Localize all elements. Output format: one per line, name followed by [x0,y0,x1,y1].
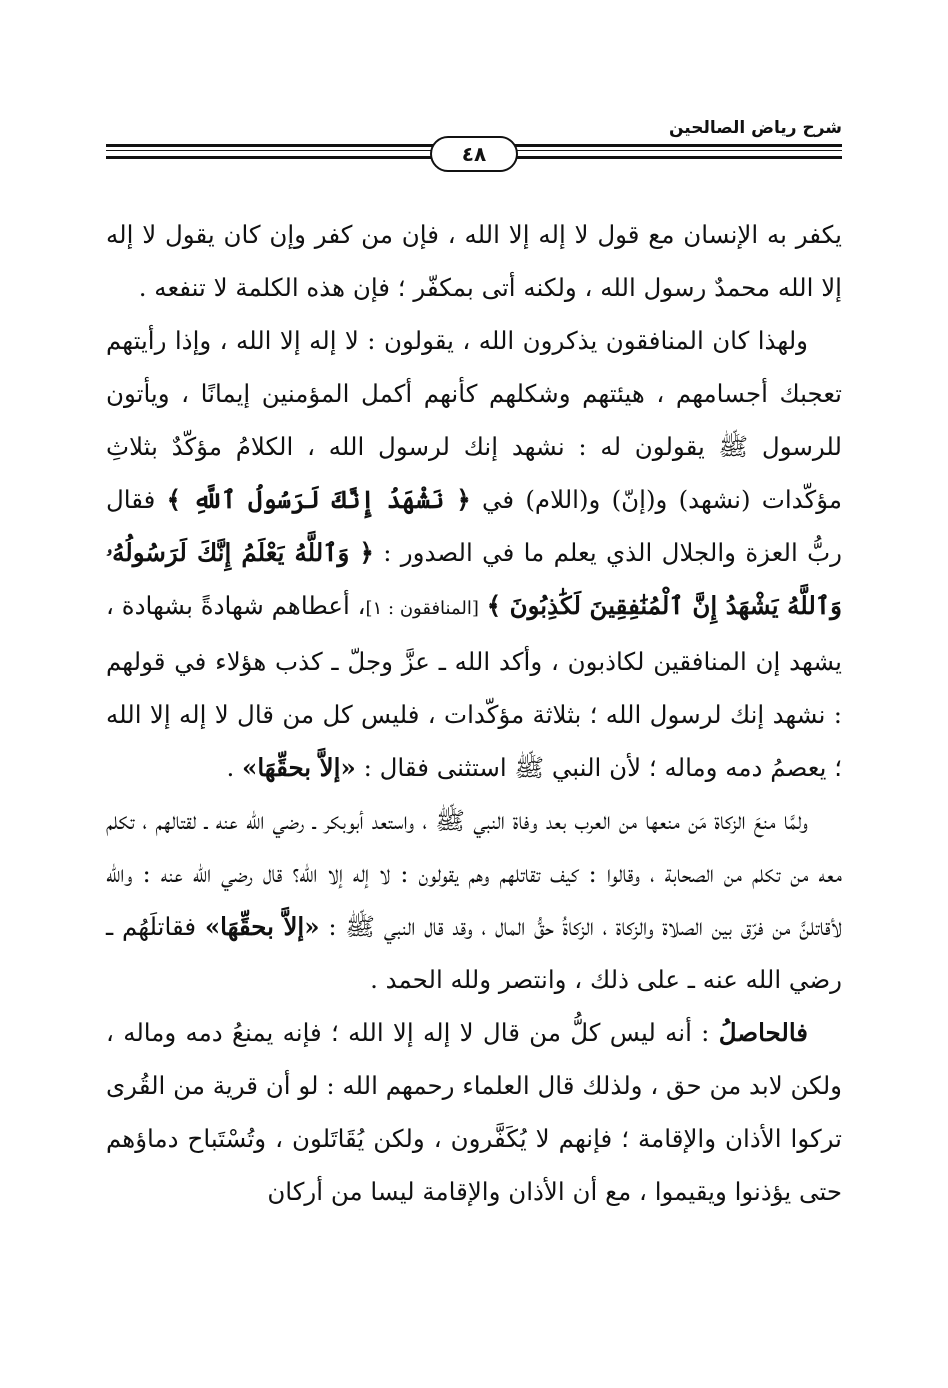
paragraph-text: ، أعطاهم شهادةً بشهادة ، يشهد إن المنافقين لكاذبون ، وأكد الله ـ عزَّ وجلّ ـ كذب هؤلاء في قولهم : نشهد إنك لرسول الله ؛ بثلاثة مؤكّدات ، فليس كل من قال لا إله إلا الله ؛ يعصمُ دمه وماله ؛ لأن النبي ﷺ استثنى فقال : [106,591,842,782]
quran-verse: ﴿ وَٱللَّهُ يَعْلَمُ إِنَّكَ لَرَسُولُهُۥ وَٱللَّهُ يَشْهَدُ إِنَّ ٱلْمُنَٰفِقِينَ لَكَٰذِبُونَ ﴾ [106,538,842,620]
paragraph-text: فقاتلَهُم ـ رضي الله عنه ـ على ذلك ، وانتصر ولله الحمد . [106,912,842,994]
page-number-badge [430,136,518,172]
paragraph-text: ولمَّا منعَ الزكاة مَن منعها من العرب بعد وفاة النبي ﷺ ، واستعد أبوبكر ـ رضي الله عنه ـ لقتالهم ، تكلم معه من تكلم من الصحابة ، وقالوا : كيف تقاتلهم وهم يقولون : لا إله إلا الله؟ قال رضي الله عنه : والله لأقاتلنَّ من فرّق بين الصلاة والزكاة ، الزكاةُ حقُّ المال ، وقد قال النبي ﷺ : [106,806,842,941]
verse-citation: [المنافقون : ١] [365,598,479,619]
paragraph-text: ولهذا كان المنافقون يذكرون الله ، يقولون : لا إله إلا الله ، وإذا رأيتهم تعجبك أجسامهم ، هيئتهم وشكلهم كأنهم أكمل المؤمنين إيمانًا ، ويأتون للرسول ﷺ يقولون له : نشهد إنك لرسول الله ، الكلامُ مؤكّدٌ بثلاثِ مؤكّدات (نشهد) و(إنّ) و(اللام) في [106,326,842,514]
paragraph-text: : أنه ليس كلُّ من قال لا إله إلا الله ؛ فإنه يمنعُ دمه وماله ، ولكن لابد من حق ، ولذلك قال العلماء رحمهم الله : لو أن قرية من القُرى تركوا الأذان والإقامة ؛ فإنهم لا يُكَفَّرون ، ولكن يُقَاتَلون ، وتُسْتَباح دماؤهم حتى يؤذنوا ويقيموا ، مع أن الأذان والإقامة ليسا من أركان [106,1018,842,1206]
paragraph-text: يكفر به الإنسان مع قول لا إله إلا الله ، فإن من كفر وإن كان يقول لا إله إلا الله محمدٌ رسول الله ، ولكنه أتى بمكفّر ؛ فإن هذه الكلمة لا تنفعه . [106,220,842,302]
paragraph-2 [106,314,842,794]
hadith-quote: «إلاَّ بحقِّهَا» [242,753,356,782]
paragraph-1 [106,208,842,314]
paragraph-text: فقال ربُّ العزة والجلال الذي يعلم ما في الصدور : [106,485,843,567]
paragraph-4 [106,1006,842,1218]
page-number: ٤٨ [461,142,487,166]
quran-verse: ﴿ نَشْهَدُ إِنَّكَ لَرَسُولُ ٱللَّهِ ﴾ [166,485,471,514]
paragraph-3 [106,794,842,1006]
book-title: شرح رياض الصالحين [668,118,842,138]
paragraph-lead: فالحاصلُ [718,1018,808,1047]
hadith-quote: «إلاَّ بحقِّهَا» [204,912,320,941]
page-body [106,208,842,1218]
paragraph-end: . [226,753,235,782]
